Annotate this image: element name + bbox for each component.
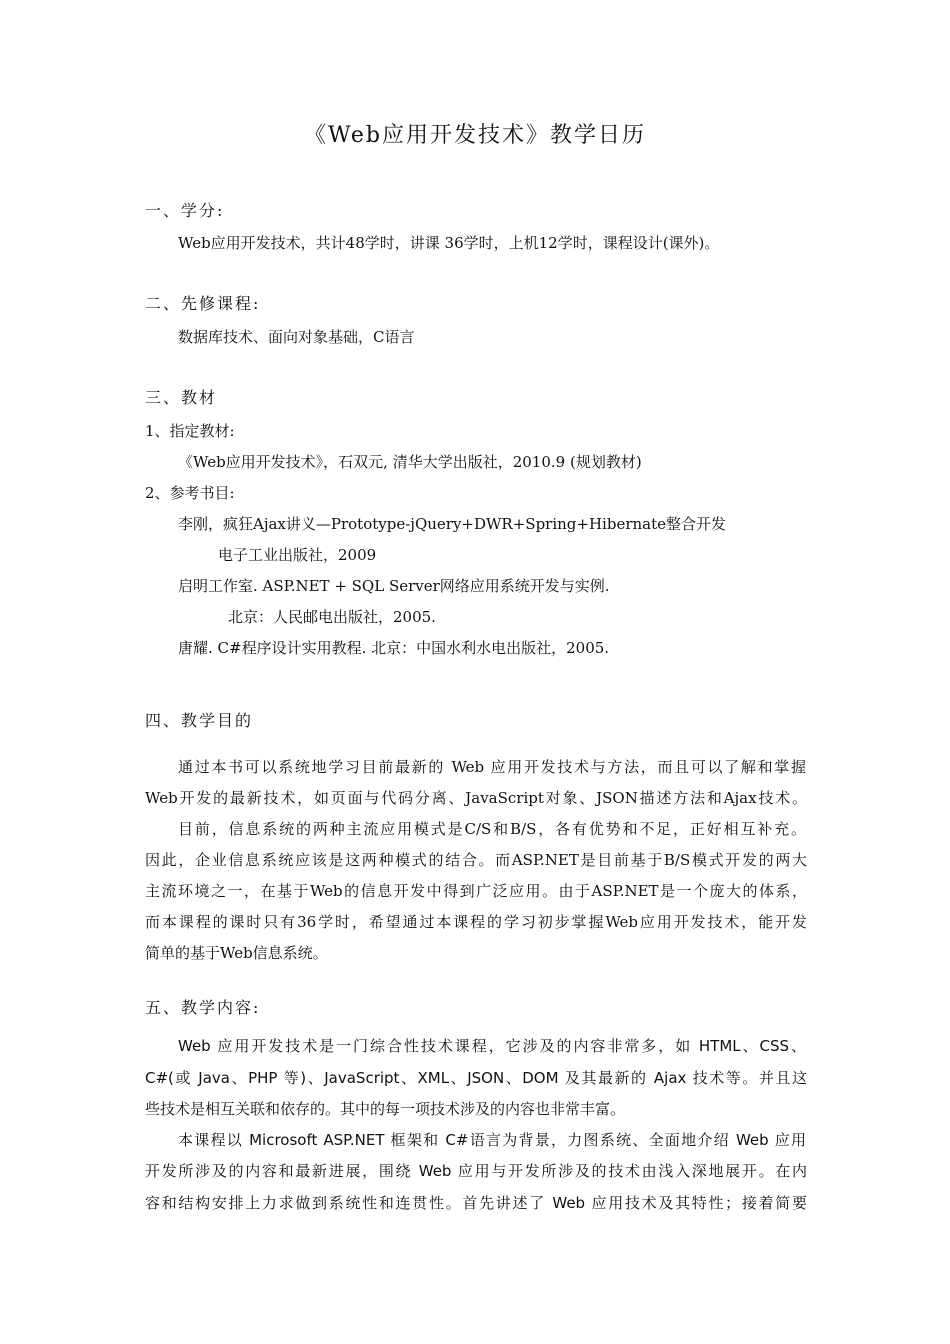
section-1-text: Web应用开发技术，共计48学时，讲课 36学时，上机12学时，课程设计(课外)。 (178, 234, 720, 252)
reference-3: 唐耀. C#程序设计实用教程. 北京：中国水利水电出版社，2005. (178, 639, 610, 657)
section-5-paragraph-2-line: 开发所涉及的内容和最新进展，围绕 Web 应用与开发所涉及的技术由浅入深地展开。在内 (145, 1162, 807, 1180)
section-4-heading: 四、教学目的 (145, 711, 254, 730)
section-5-paragraph-1-line: Web 应用开发技术是一门综合性技术课程，它涉及的内容非常多，如 HTML、CSS、 (178, 1037, 806, 1055)
section-5-paragraph-1-line: C#(或 Java、PHP 等)、JavaScript、XML、JSON、DOM 及其最新的 Ajax 技术等。并且这 (145, 1069, 807, 1087)
designated-textbook-label: 1、指定教材: (145, 422, 235, 440)
reference-2-publisher: 北京：人民邮电出版社，2005. (228, 608, 436, 626)
section-4-paragraph-2-line: 简单的基于Web信息系统。 (145, 944, 328, 962)
section-4-paragraph-2-line: 而本课程的课时只有36学时，希望通过本课程的学习初步掌握Web应用开发技术，能开发 (145, 913, 807, 931)
section-2-text: 数据库技术、面向对象基础，C语言 (178, 328, 415, 346)
section-4-paragraph-2-line: 因此，企业信息系统应该是这两种模式的结合。而ASP.NET是目前基于B/S模式开发的两大 (145, 851, 807, 869)
section-4-paragraph-2-line: 主流环境之一，在基于Web的信息开发中得到广泛应用。由于ASP.NET是一个庞大的体系， (145, 882, 807, 900)
section-5-paragraph-2-line: 容和结构安排上力求做到系统性和连贯性。首先讲述了 Web 应用技术及其特性；接着简要 (145, 1194, 807, 1212)
section-4-paragraph-1-line: Web开发的最新技术，如页面与代码分离、JavaScript对象、JSON描述方法和Ajax技术。 (145, 789, 807, 807)
designated-textbook: 《Web应用开发技术》，石双元, 清华大学出版社，2010.9 (规划教材) (178, 453, 642, 471)
section-5-paragraph-2-line: 本课程以 Microsoft ASP.NET 框架和 C#语言为背景，力图系统、全面地介绍 Web 应用 (178, 1131, 806, 1149)
section-2-heading: 二、先修课程: (145, 294, 261, 313)
section-4-paragraph-1-line: 通过本书可以系统地学习目前最新的 Web 应用开发技术与方法，而且可以了解和掌握 (178, 758, 806, 776)
section-5-heading: 五、教学内容: (145, 998, 261, 1017)
reference-1-title: 李刚，疯狂Ajax讲义—Prototype-jQuery+DWR+Spring+Hibernate整合开发 (178, 515, 727, 533)
section-1-heading: 一、学分: (145, 201, 225, 220)
reference-2-title: 启明工作室. ASP.NET + SQL Server网络应用系统开发与实例. (178, 577, 610, 595)
section-5-paragraph-1-line: 些技术是相互关联和依存的。其中的每一项技术涉及的内容也非常丰富。 (145, 1100, 626, 1118)
reference-books-label: 2、参考书目: (145, 484, 235, 502)
reference-1-publisher: 电子工业出版社，2009 (218, 546, 377, 564)
section-3-heading: 三、教材 (145, 388, 218, 407)
document-title: 《Web应用开发技术》教学日历 (304, 123, 646, 148)
section-4-paragraph-2-line: 目前，信息系统的两种主流应用模式是C/S和B/S，各有优势和不足，正好相互补充。 (178, 820, 806, 838)
